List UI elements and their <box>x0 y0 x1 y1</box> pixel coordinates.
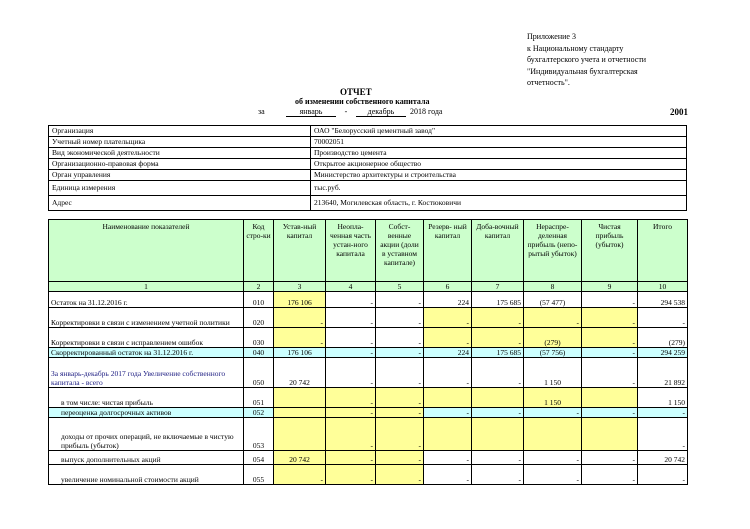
cell-value: 175 685 <box>472 292 524 308</box>
cell-value: - <box>274 328 326 348</box>
form-code: 2001 <box>670 107 688 117</box>
period-from: январь <box>286 107 336 117</box>
cell-value: - <box>326 388 376 408</box>
cell-value: 176 106 <box>274 292 326 308</box>
row-name: в том числе: чистая прибыль <box>49 388 244 408</box>
cell-value: - <box>424 451 472 465</box>
column-number: 7 <box>472 282 524 292</box>
cell-value: - <box>524 408 582 418</box>
cell-value: - <box>326 465 376 485</box>
cell-value: - <box>274 308 326 328</box>
cell-value <box>274 408 326 418</box>
row-name: выпуск дополнительных акций <box>49 451 244 465</box>
period-prefix: за <box>258 107 265 116</box>
row-name: За январь-декабрь 2017 года Увеличение собственного капитала - всего <box>49 358 244 388</box>
cell-value: - <box>582 348 638 358</box>
cell-value: - <box>638 408 688 418</box>
info-row <box>49 170 687 181</box>
cell-value: - <box>472 465 524 485</box>
cell-value: - <box>472 328 524 348</box>
table-row <box>49 451 688 465</box>
period-to: декабрь <box>356 107 406 117</box>
cell-value: - <box>582 451 638 465</box>
appendix-line: бухгалтерского учета и отчетности <box>527 55 647 64</box>
cell-value: 294 259 <box>638 348 688 358</box>
cell-value: - <box>472 358 524 388</box>
info-value: Производство цемента <box>311 148 687 159</box>
appendix-line: отчетность". <box>527 78 570 87</box>
column-number: 2 <box>244 282 274 292</box>
info-label: Адрес <box>49 196 311 211</box>
report-subtitle: об изменении собственного капитала <box>295 97 430 106</box>
column-number: 8 <box>524 282 582 292</box>
cell-value: 21 892 <box>638 358 688 388</box>
cell-value: - <box>582 358 638 388</box>
info-label: Организационно-правовая форма <box>49 159 311 170</box>
column-number: 4 <box>326 282 376 292</box>
info-label: Орган управления <box>49 170 311 181</box>
cell-value: - <box>326 348 376 358</box>
appendix-note <box>527 31 727 89</box>
table-row <box>49 328 688 348</box>
row-code: 055 <box>244 465 274 485</box>
cell-value: 1 150 <box>524 358 582 388</box>
row-code: 050 <box>244 358 274 388</box>
cell-value: - <box>376 465 424 485</box>
report-period <box>258 107 450 117</box>
cell-value <box>472 418 524 451</box>
table-row <box>49 358 688 388</box>
table-row <box>49 292 688 308</box>
appendix-line: к Национальному стандарту <box>527 43 624 53</box>
cell-value: - <box>376 388 424 408</box>
cell-value: - <box>424 328 472 348</box>
column-number: 9 <box>582 282 638 292</box>
column-number: 1 <box>49 282 244 292</box>
cell-value: - <box>376 451 424 465</box>
cell-value <box>274 388 326 408</box>
cell-value: - <box>326 328 376 348</box>
cell-value: - <box>376 328 424 348</box>
cell-value: - <box>638 308 688 328</box>
table-row <box>49 388 688 408</box>
cell-value: - <box>326 418 376 451</box>
cell-value: - <box>582 292 638 308</box>
table-row <box>49 348 688 358</box>
cell-value <box>424 388 472 408</box>
info-label: Организация <box>49 126 311 137</box>
cell-value: (279) <box>524 328 582 348</box>
cell-value: 20 742 <box>274 451 326 465</box>
cell-value: - <box>326 408 376 418</box>
row-code: 054 <box>244 451 274 465</box>
cell-value: 20 742 <box>274 358 326 388</box>
cell-value: - <box>638 465 688 485</box>
cell-value: - <box>326 358 376 388</box>
cell-value: - <box>472 308 524 328</box>
cell-value: - <box>524 465 582 485</box>
info-value: Министерство архитектуры и строительства <box>311 170 687 181</box>
info-row <box>49 159 687 170</box>
report-title: ОТЧЕТ <box>340 87 372 97</box>
column-header: Наименование показателей <box>49 220 244 282</box>
row-code: 030 <box>244 328 274 348</box>
cell-value: 1 150 <box>638 388 688 408</box>
cell-value: (57 477) <box>524 292 582 308</box>
column-header: Чистая прибыль (убыток) <box>582 220 638 282</box>
column-header: Устав-ный капитал <box>274 220 326 282</box>
cell-value: - <box>274 465 326 485</box>
column-header: Итого <box>638 220 688 282</box>
cell-value: (57 756) <box>524 348 582 358</box>
info-value: Открытое акционерное общество <box>311 159 687 170</box>
info-value: 70002051 <box>311 137 687 148</box>
appendix-line: Приложение 3 <box>527 32 576 41</box>
cell-value: - <box>524 308 582 328</box>
cell-value <box>582 388 638 408</box>
row-name: Корректировки в связи с изменением учетной политики <box>49 308 244 328</box>
row-code: 010 <box>244 292 274 308</box>
column-number: 10 <box>638 282 688 292</box>
row-name: переоценка долгосрочных активов <box>49 408 244 418</box>
cell-value: - <box>376 358 424 388</box>
cell-value: - <box>582 465 638 485</box>
cell-value: - <box>638 418 688 451</box>
column-header: Собст-венные акции (доли в уставном капитале) <box>376 220 424 282</box>
equity-changes-table <box>48 219 688 485</box>
table-row <box>49 308 688 328</box>
row-code: 053 <box>244 418 274 451</box>
cell-value: 1 150 <box>524 388 582 408</box>
cell-value: - <box>424 408 472 418</box>
info-row <box>49 181 687 196</box>
cell-value: - <box>326 292 376 308</box>
cell-value: - <box>376 408 424 418</box>
info-row <box>49 148 687 159</box>
table-row <box>49 465 688 485</box>
period-year: 2018 года <box>410 107 443 116</box>
cell-value: 224 <box>424 292 472 308</box>
cell-value: - <box>524 451 582 465</box>
info-label: Единица измерения <box>49 181 311 196</box>
cell-value: - <box>376 348 424 358</box>
cell-value: - <box>376 292 424 308</box>
cell-value: - <box>326 308 376 328</box>
cell-value: - <box>424 308 472 328</box>
column-number-row <box>49 282 688 292</box>
row-name: Скорректированный остаток на 31.12.2016 г. <box>49 348 244 358</box>
cell-value: 175 685 <box>472 348 524 358</box>
cell-value <box>274 418 326 451</box>
cell-value <box>424 418 472 451</box>
column-number: 6 <box>424 282 472 292</box>
organization-info-table <box>48 125 687 211</box>
row-name: доходы от прочих операций, не включаемые в чистую прибыль (убыток) <box>49 418 244 451</box>
cell-value: - <box>424 465 472 485</box>
info-value: тыс.руб. <box>311 181 687 196</box>
cell-value: 176 106 <box>274 348 326 358</box>
info-row <box>49 137 687 148</box>
row-name: Корректировки в связи с исправлением ошибок <box>49 328 244 348</box>
cell-value: - <box>472 408 524 418</box>
cell-value <box>524 418 582 451</box>
cell-value: 294 538 <box>638 292 688 308</box>
cell-value: - <box>326 451 376 465</box>
column-number: 3 <box>274 282 326 292</box>
row-code: 052 <box>244 408 274 418</box>
column-header: Нераспре-деленная прибыль (непо-рытый убыток) <box>524 220 582 282</box>
cell-value <box>472 388 524 408</box>
info-row <box>49 196 687 211</box>
cell-value: 20 742 <box>638 451 688 465</box>
appendix-line: "Индивидуальная бухгалтерская <box>527 66 638 76</box>
cell-value: (279) <box>638 328 688 348</box>
info-label: Вид экономической деятельности <box>49 148 311 159</box>
cell-value: - <box>424 358 472 388</box>
info-value: ОАО "Белорусский цементный завод" <box>311 126 687 137</box>
row-code: 051 <box>244 388 274 408</box>
column-header: Резерв- ный капитал <box>424 220 472 282</box>
info-label: Учетный номер плательщика <box>49 137 311 148</box>
cell-value: - <box>376 308 424 328</box>
period-dash: - <box>344 107 348 116</box>
cell-value <box>582 418 638 451</box>
info-row <box>49 126 687 137</box>
column-number: 5 <box>376 282 424 292</box>
cell-value: 224 <box>424 348 472 358</box>
cell-value: - <box>582 308 638 328</box>
table-header-row <box>49 220 688 282</box>
cell-value: - <box>582 408 638 418</box>
row-name: увеличение номинальной стоимости акций <box>49 465 244 485</box>
row-code: 040 <box>244 348 274 358</box>
row-code: 020 <box>244 308 274 328</box>
column-header: Доба-вочный капитал <box>472 220 524 282</box>
cell-value: - <box>582 328 638 348</box>
column-header: Код стро-ки <box>244 220 274 282</box>
table-row <box>49 418 688 451</box>
info-value: 213640, Могилевская область, г. Костюковичи <box>311 196 687 211</box>
table-row <box>49 408 688 418</box>
column-header: Неопла-ченная часть устан-ного капитала <box>326 220 376 282</box>
cell-value: - <box>376 418 424 451</box>
row-name: Остаток на 31.12.2016 г. <box>49 292 244 308</box>
cell-value: - <box>472 451 524 465</box>
